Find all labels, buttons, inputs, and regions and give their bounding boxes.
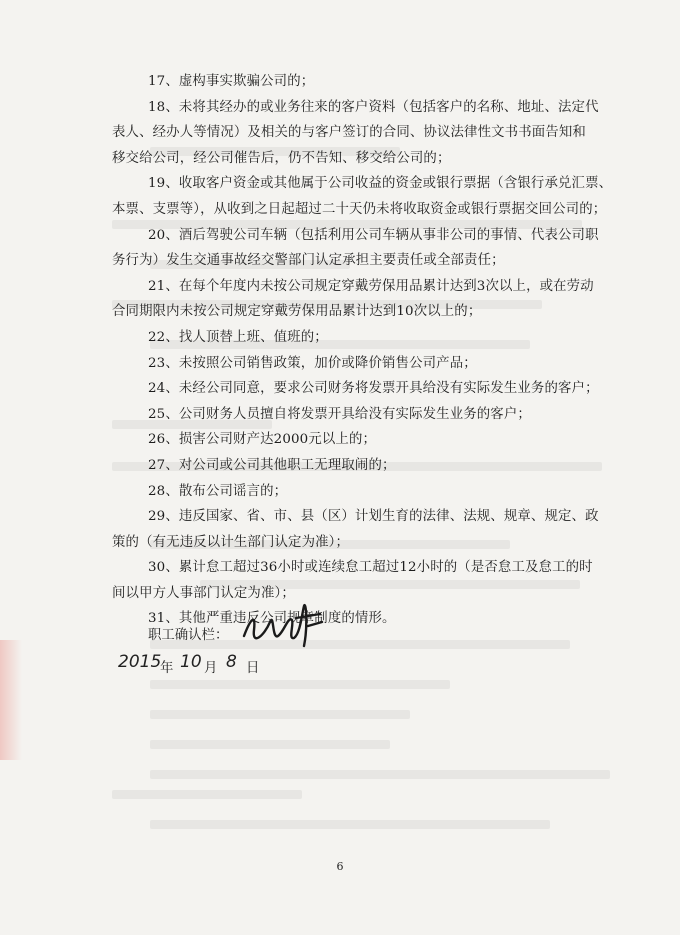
date-month-char: 月 — [204, 661, 218, 676]
clause-18-line-2: 表人、经办人等情况）及相关的与客户签订的合同、协议法律性文书书面告知和 — [112, 125, 586, 141]
date-day-char: 日 — [246, 661, 260, 676]
clause-19-line-1: 19、收取客户资金或其他属于公司收益的资金或银行票据（含银行承兑汇票、 — [148, 176, 613, 192]
clause-19-line-2: 本票、支票等），从收到之日起超过二十天仍未将收取资金或银行票据交回公司的； — [112, 201, 607, 217]
date-year-handwritten: 2015 — [118, 652, 162, 672]
clause-28: 28、散布公司谣言的； — [148, 483, 288, 499]
date-month-handwritten: 10 — [180, 652, 202, 672]
clause-21-line-2: 合同期限内未按公司规定穿戴劳保用品累计达到10次以上的； — [112, 304, 482, 320]
clause-18-line-3: 移交给公司，经公司催告后，仍不告知、移交给公司的； — [112, 150, 451, 166]
clause-list — [112, 72, 613, 635]
clause-25: 25、公司财务人员擅自将发票开具给没有实际发生业务的客户； — [148, 406, 531, 422]
clause-29-line-1: 29、违反国家、省、市、县（区）计划生育的法律、法规、规章、规定、政 — [148, 509, 599, 525]
clause-20-line-1: 20、酒后驾驶公司车辆（包括利用公司车辆从事非公司的事情、代表公司职 — [148, 227, 599, 243]
date-day-handwritten: 8 — [226, 652, 237, 672]
clause-21-line-1: 21、在每个年度内未按公司规定穿戴劳保用品累计达到3次以上，或在劳动 — [148, 278, 594, 294]
page-number: 6 — [336, 860, 344, 873]
clause-30-line-2: 间以甲方人事部门认定为准）； — [112, 585, 295, 601]
clause-23: 23、未按照公司销售政策，加价或降价销售公司产品； — [148, 355, 477, 371]
clause-30-line-1: 30、累计怠工超过36小时或连续怠工超过12小时的（是否怠工及怠工的时 — [148, 560, 593, 576]
clause-31: 31、其他严重违反公司规章制度的情形。 — [148, 611, 396, 627]
clause-18-line-1: 18、未将其经办的或业务往来的客户资料（包括客户的名称、地址、法定代 — [148, 99, 599, 115]
date-year-char: 年 — [160, 661, 174, 676]
clause-24: 24、未经公司同意，要求公司财务将发票开具给没有实际发生业务的客户； — [148, 381, 599, 397]
clause-22: 22、找人顶替上班、值班的； — [148, 329, 328, 345]
clause-17: 17、虚构事实欺骗公司的； — [148, 74, 315, 89]
clause-29-line-2: 策的（有无违反以计生部门认定为准）； — [112, 534, 350, 550]
employee-confirm-label: 职工确认栏： — [148, 628, 229, 643]
employee-signature — [238, 596, 328, 658]
clause-27: 27、对公司或公司其他职工无理取闹的； — [148, 457, 396, 473]
clause-20-line-2: 务行为）发生交通事故经交警部门认定承担主要责任或全部责任； — [112, 253, 505, 269]
clause-26: 26、损害公司财产达2000元以上的； — [148, 432, 377, 448]
